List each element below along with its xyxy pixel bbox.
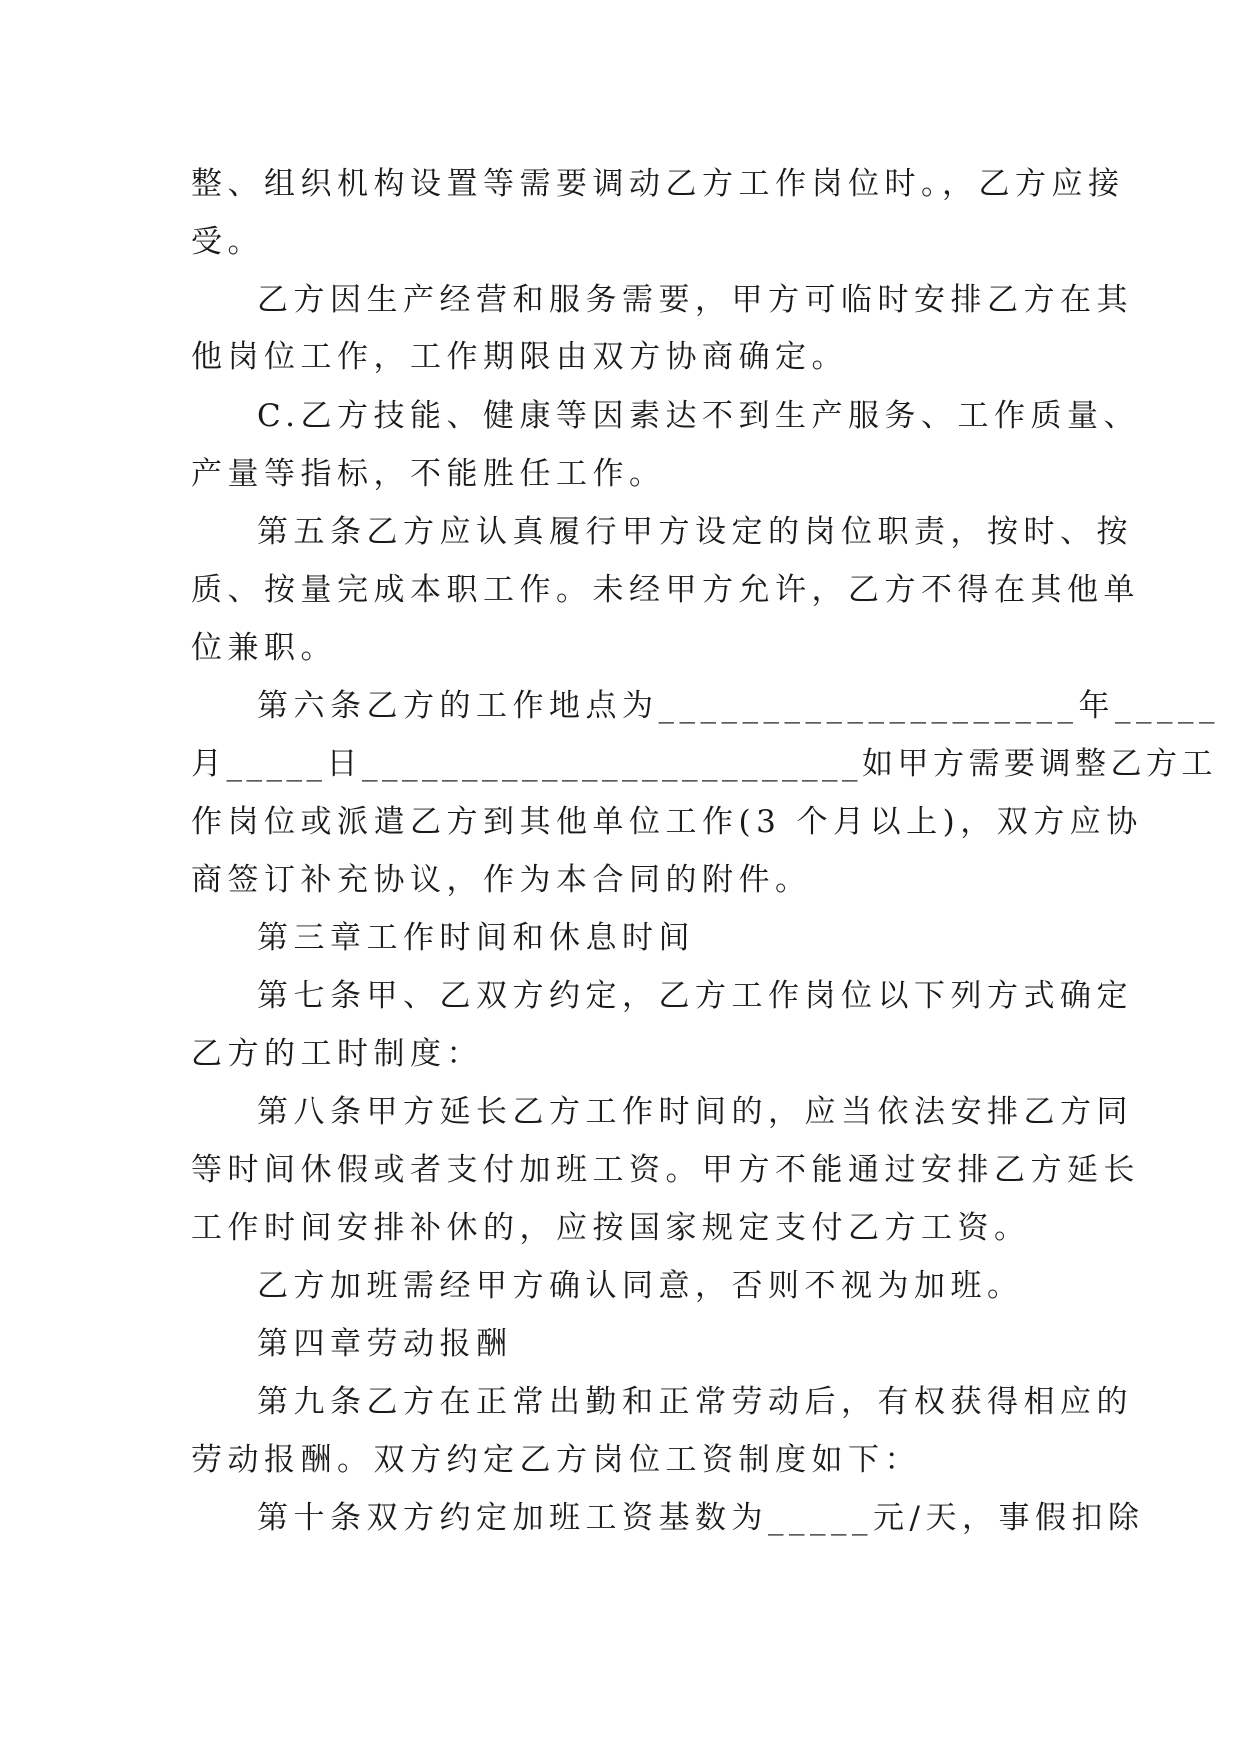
text-line: 月_____日_________________________如甲方需要调整乙方工 <box>191 746 1217 782</box>
text-line: 劳动报酬。双方约定乙方岗位工资制度如下： <box>191 1442 921 1478</box>
text-line: 受。 <box>191 224 264 260</box>
text-line: 第四章劳动报酬 <box>257 1326 513 1362</box>
text-line: 质、按量完成本职工作。未经甲方允许，乙方不得在其他单 <box>191 572 1140 608</box>
text-line: 产量等指标，不能胜任工作。 <box>191 456 666 492</box>
text-line: 位兼职。 <box>191 630 337 666</box>
text-line: 第九条乙方在正常出勤和正常劳动后，有权获得相应的 <box>257 1384 1133 1420</box>
text-line: C.乙方技能、健康等因素达不到生产服务、工作质量、 <box>257 398 1140 434</box>
text-line: 作岗位或派遣乙方到其他单位工作(3 个月以上)，双方应协 <box>191 804 1143 840</box>
text-line: 等时间休假或者支付加班工资。甲方不能通过安排乙方延长 <box>191 1152 1140 1188</box>
text-line: 第十条双方约定加班工资基数为_____元/天，事假扣除 <box>257 1500 1145 1536</box>
text-line: 第三章工作时间和休息时间 <box>257 920 695 956</box>
text-line: 第七条甲、乙双方约定，乙方工作岗位以下列方式确定 <box>257 978 1133 1014</box>
text-line: 乙方加班需经甲方确认同意，否则不视为加班。 <box>257 1268 1024 1304</box>
text-line: 第六条乙方的工作地点为____________________年_____ <box>257 688 1220 724</box>
text-line: 工作时间安排补休的，应按国家规定支付乙方工资。 <box>191 1210 1031 1246</box>
text-line: 乙方的工时制度： <box>191 1036 483 1072</box>
text-line: 乙方因生产经营和服务需要，甲方可临时安排乙方在其 <box>257 282 1133 318</box>
text-line: 第五条乙方应认真履行甲方设定的岗位职责，按时、按 <box>257 514 1133 550</box>
text-line: 整、组织机构设置等需要调动乙方工作岗位时。，乙方应接 <box>191 166 1125 202</box>
text-line: 第八条甲方延长乙方工作时间的，应当依法安排乙方同 <box>257 1094 1133 1130</box>
text-line: 商签订补充协议，作为本合同的附件。 <box>191 862 812 898</box>
text-line: 他岗位工作，工作期限由双方协商确定。 <box>191 339 848 375</box>
